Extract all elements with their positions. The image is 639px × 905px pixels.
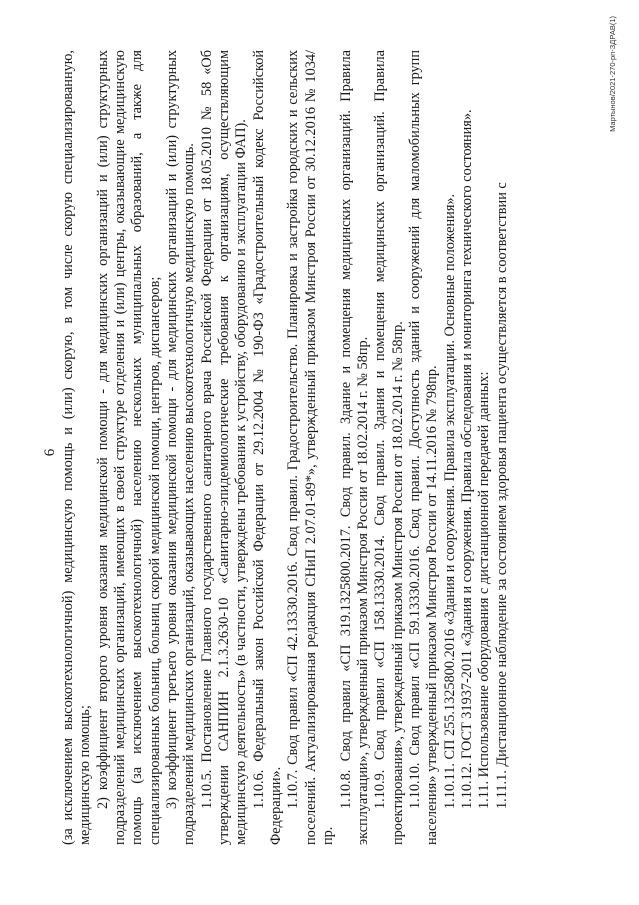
paragraph: 1.10.7. Свод правил «СП 42.13330.2016. Свод правил. Градостроительство. Планировка и застройка городских и сельских поселений. Актуализированная редакция СНиП 2.07.01-89*», утвержденный приказом Минстроя России от 30.12.2016 № 1034/пр. <box>285 50 337 845</box>
paragraph: 1.10.10. Свод правил «СП 59.13330.2016. Свод правил. Доступность зданий и сооружений для маломобильных групп населения» утвержденный приказом Минстроя России от 14.11.2016 № 798пр. <box>406 50 441 845</box>
paragraph: 1.11.1. Дистанционное наблюдение за состоянием здоровья пациента осуществляется в соответствии с <box>493 182 510 809</box>
paragraph: 1.10.6. Федеральный закон Российской Федерации от 29.12.2004 № 190-ФЗ «Градостроительный кодекс Российской Федерации». <box>250 50 285 845</box>
paragraph: 1.11. Использование оборудования с дистанционной передачей данных: <box>476 371 493 809</box>
paragraph: (за исключением высокотехнологичной) медицинскую помощь и (или) скорую, в том числе скорую специализированную, медицинскую помощь; <box>60 50 94 845</box>
paragraph: 1.10.9. Свод правил «СП 158.13330.2014. Свод правил. Здания и помещения медицинских организаций. Правила проектирования», утвержденный приказом Минстроя России от 18.02.2014 г. № 58пр. <box>372 50 406 845</box>
document-body <box>60 50 511 845</box>
paragraph: 1.10.5. Постановление Главного государственного санитарного врача Российской Федерации от 18.05.2010 № 58 «Об утверждении САНПИН 2.1.3.2630-10 «Санитарно-эпидемиологические требования к организациям, осуществляющим медицинскую деятельность» (в частности, утверждены требования к устройству, оборудованию и эксплуатации ФАП). <box>198 50 250 845</box>
paragraph: 2) коэффициент второго уровня оказания медицинской помощи - для медицинских организаций и (или) структурных подразделений медицинских организаций, имеющих в своей структуре отделения и (или) центры, оказывающие медицинскую помощь (за исключением высокотехнологичной) населению нескольких муниципальных образований, а также для специализированных больниц, больниц скорой медицинской помощи, центров, диспансеров; <box>94 50 163 845</box>
paragraph: 3) коэффициент третьего уровня оказания медицинской помощи - для медицинских организаций и (или) структурных подразделений медицинских организаций, оказывающих населению высокотехнологичную медицинскую помощь. <box>164 50 198 845</box>
document-id: Мартынов/2021-270-рп-ЗДРАВ(1) <box>608 16 617 132</box>
paragraph: 1.10.8. Свод правил «СП 319.1325800.2017. Свод правил. Здание и помещения медицинских организаций. Правила эксплуатации», утвержденный приказом Минстроя России от 18.02.2014 г. № 58пр. <box>337 50 371 845</box>
page-number: 6 <box>42 448 58 457</box>
paragraph: 1.10.11. СП 255.1325800.2016 «Здания и сооружения. Правила эксплуатации. Основные положения». <box>441 193 458 809</box>
paragraph: 1.10.12. ГОСТ 31937-2011 «Здания и сооружения. Правила обследования и мониторинга технического состояния». <box>458 109 475 809</box>
